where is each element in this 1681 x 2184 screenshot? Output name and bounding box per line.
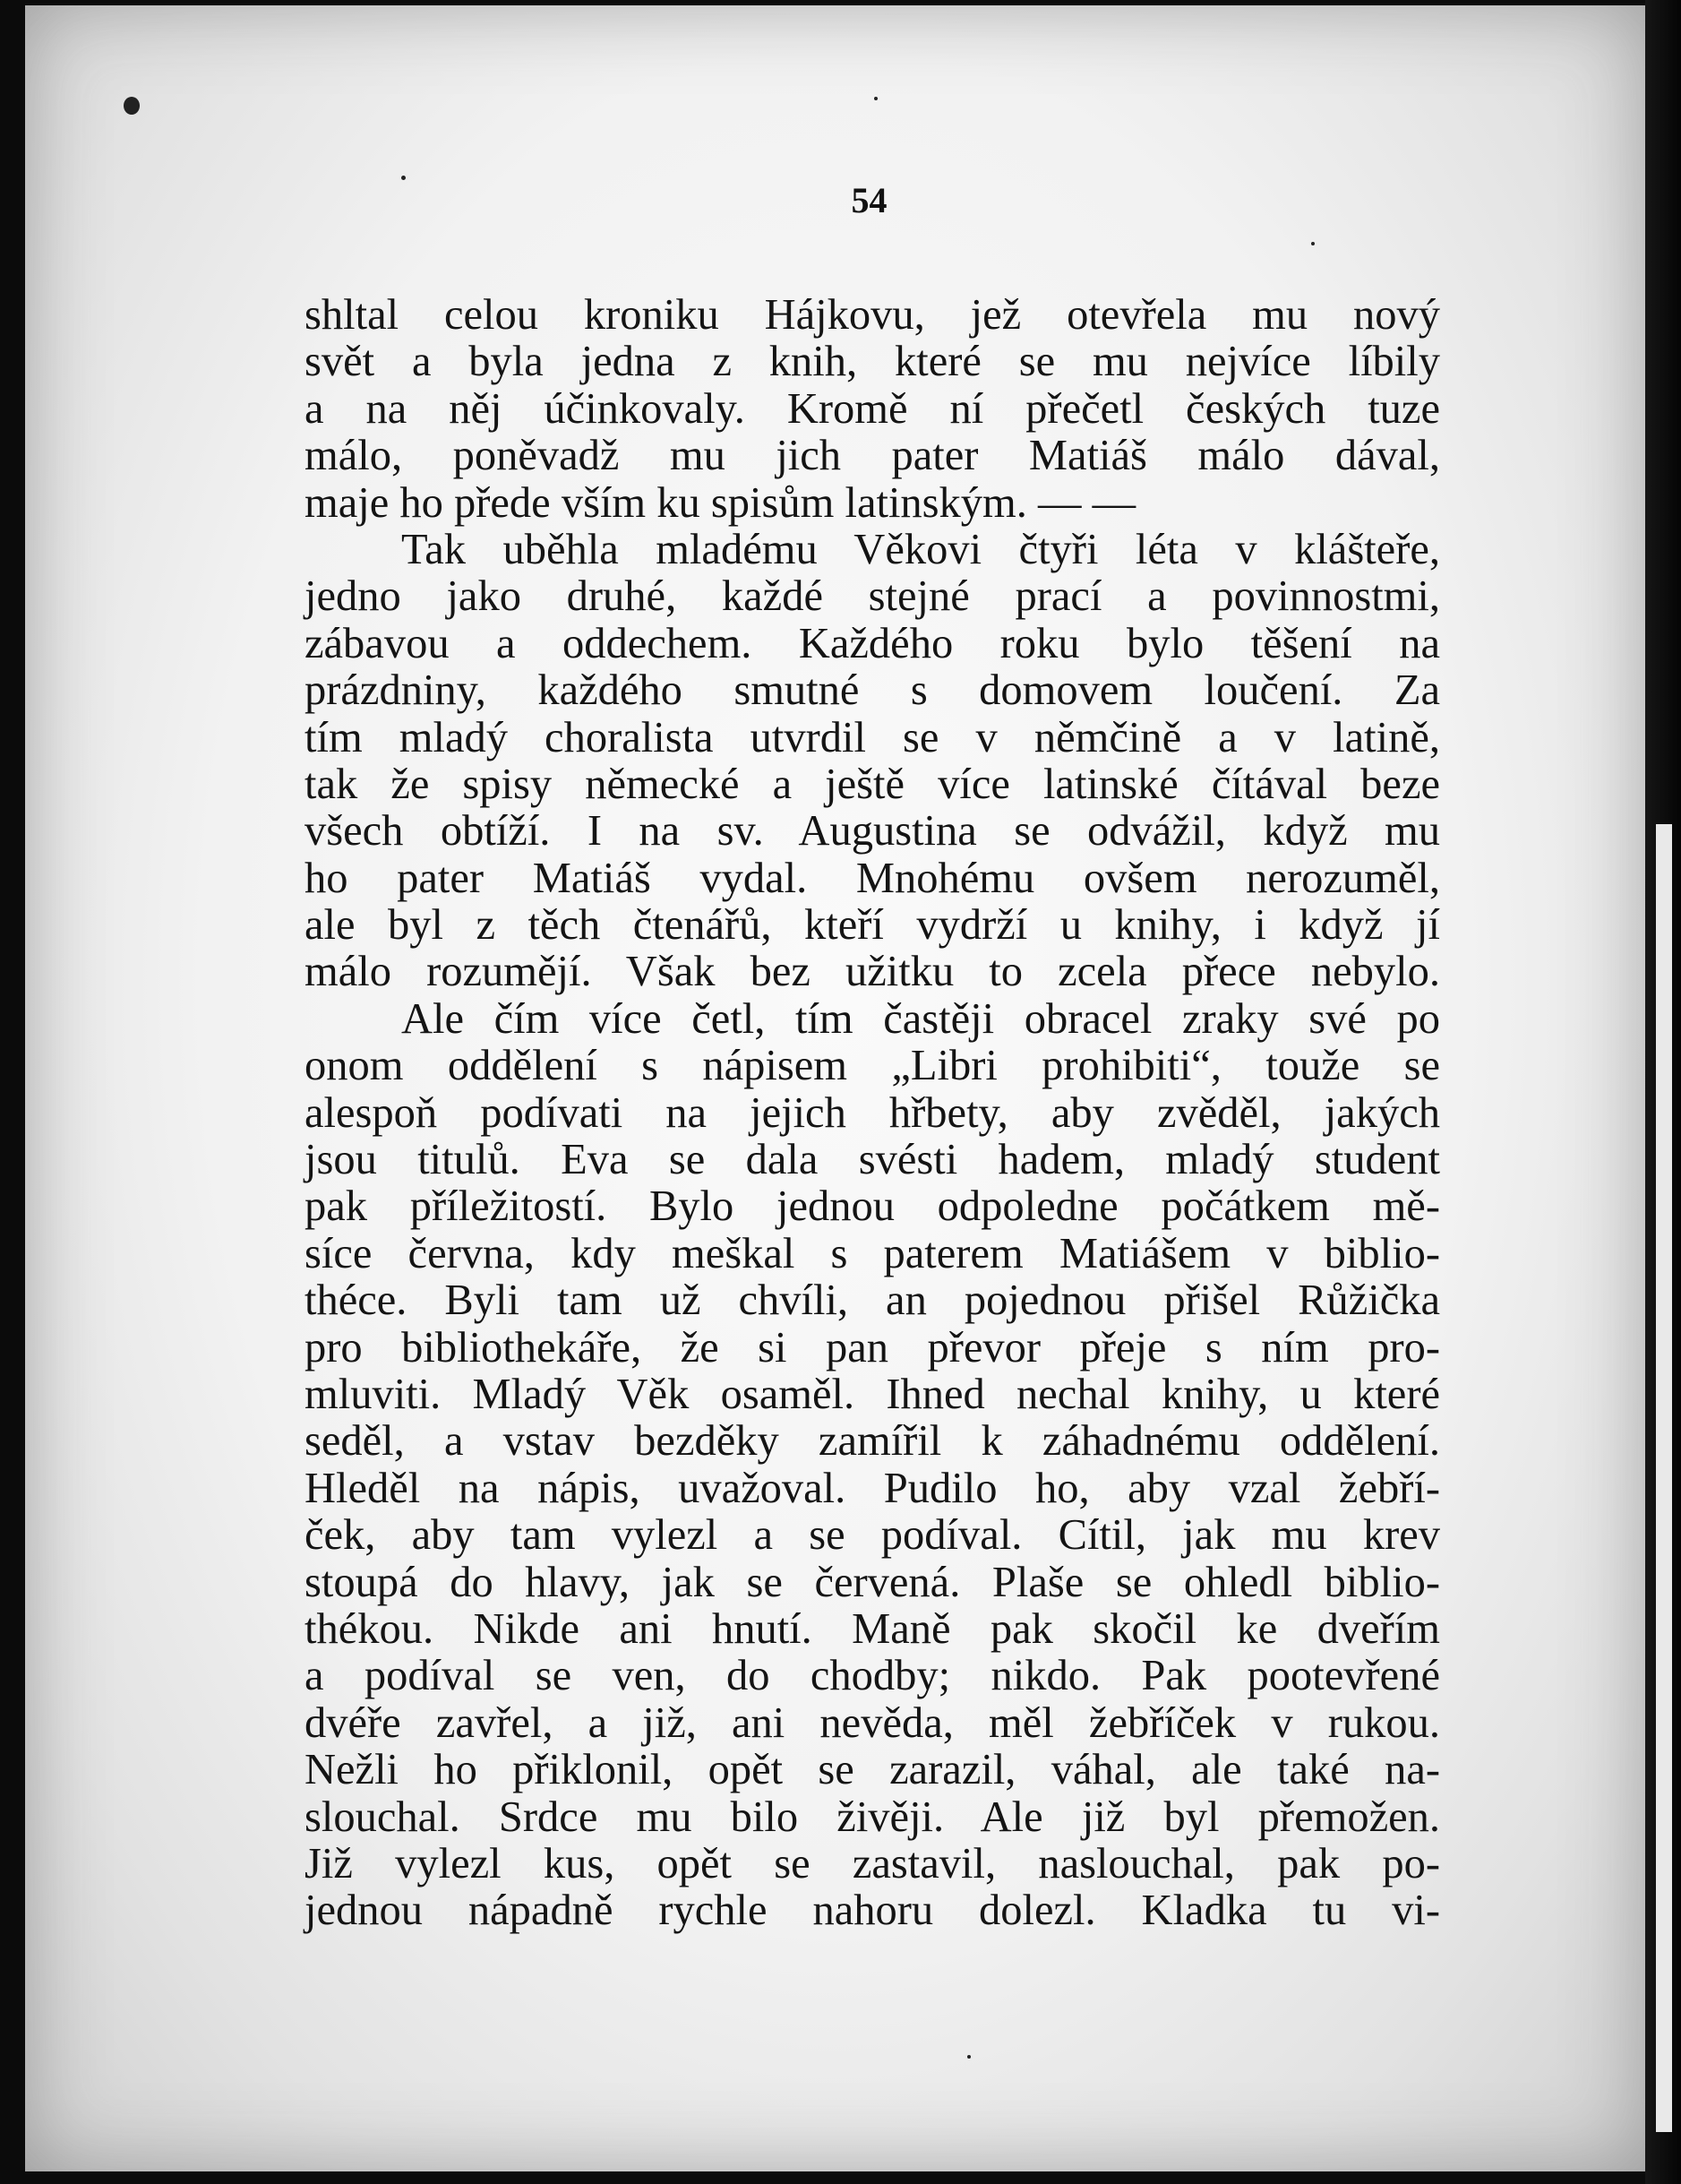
text-line: onom oddělení s nápisem „Libri prohibiti“, touže se (304, 1042, 1440, 1090)
text-line: thékou. Nikde ani hnutí. Maně pak skočil ke dveřím (304, 1604, 1440, 1653)
text-line: síce června, kdy meškal s paterem Matiášem v biblio- (304, 1229, 1440, 1277)
text-line: svět a byla jedna z knih, které se mu nejvíce líbily (304, 338, 1440, 386)
text-line: Hleděl na nápis, uvažoval. Pudilo ho, aby vzal žebří- (304, 1464, 1440, 1512)
text-line: mluviti. Mladý Věk osaměl. Ihned nechal knihy, u které (304, 1370, 1440, 1418)
text-line: jsou titulů. Eva se dala svésti hadem, mladý student (304, 1136, 1440, 1184)
text-line: Tak uběhla mladému Věkovi čtyři léta v klášteře, (401, 525, 1440, 573)
text-line: jednou nápadně rychle nahoru dolezl. Kladka tu vi- (304, 1887, 1440, 1935)
body-text (304, 292, 1440, 1935)
text-line: alespoň podívati na jejich hřbety, aby zvěděl, jakých (304, 1088, 1440, 1137)
text-line: ale byl z těch čtenářů, kteří vydrží u knihy, i když jí (304, 901, 1440, 950)
ink-speck (967, 2055, 971, 2059)
ink-speck (124, 97, 140, 115)
text-line: a podíval se ven, do chodby; nikdo. Pak pootevřené (304, 1652, 1440, 1700)
text-line: prázdniny, každého smutné s domovem loučení. Za (304, 666, 1440, 715)
text-line: pro bibliothekáře, že si pan převor přeje s ním pro- (304, 1323, 1440, 1371)
text-line: málo, poněvadž mu jich pater Matiáš málo dával, (304, 432, 1440, 480)
text-line: ho pater Matiáš vydal. Mnohému ovšem nerozuměl, (304, 854, 1440, 902)
text-line: jedno jako druhé, každé stejné prací a povinnostmi, (304, 572, 1440, 621)
text-line: maje ho přede vším ku spisům latinským. — — (304, 478, 1136, 527)
text-line: slouchal. Srdce mu bilo živěji. Ale již byl přemožen. (304, 1793, 1440, 1841)
text-line: tím mladý choralista utvrdil se v němčině a v latině, (304, 713, 1440, 761)
text-line: pak příležitostí. Bylo jednou odpoledne počátkem mě- (304, 1182, 1440, 1231)
page-number: 54 (851, 180, 888, 220)
text-line: Nežli ho přiklonil, opět se zarazil, váhal, ale také na- (304, 1746, 1440, 1794)
text-line: seděl, a vstav bezděky zamířil k záhadnému oddělení. (304, 1417, 1440, 1466)
text-line: shltal celou kroniku Hájkovu, jež otevřela mu nový (304, 291, 1440, 339)
text-line: stoupá do hlavy, jak se červená. Plaše se ohledl biblio- (304, 1558, 1440, 1606)
text-line: dvéře zavřel, a již, ani nevěda, měl žebříček v rukou. (304, 1698, 1440, 1747)
text-line: tak že spisy německé a ještě více latinské čítával beze (304, 760, 1440, 808)
text-line: théce. Byli tam už chvíli, an pojednou přišel Růžička (304, 1277, 1440, 1325)
ink-speck (1311, 242, 1315, 245)
text-line: a na něj účinkovaly. Kromě ní přečetl českých tuze (304, 384, 1440, 433)
text-line: Již vylezl kus, opět se zastavil, naslouchal, pak po- (304, 1839, 1440, 1887)
ink-speck (874, 97, 878, 100)
text-line: málo rozumějí. Však bez užitku to zcela přece nebylo. (304, 948, 1440, 996)
scan-edge-strip (1656, 824, 1672, 2132)
text-line: ček, aby tam vylezl a se podíval. Cítil, jak mu krev (304, 1511, 1440, 1560)
text-line: zábavou a oddechem. Každého roku bylo těšení na (304, 619, 1440, 667)
text-line: Ale čím více četl, tím častěji obracel zraky své po (401, 994, 1440, 1043)
text-line: všech obtíží. I na sv. Augustina se odvážil, když mu (304, 807, 1440, 856)
